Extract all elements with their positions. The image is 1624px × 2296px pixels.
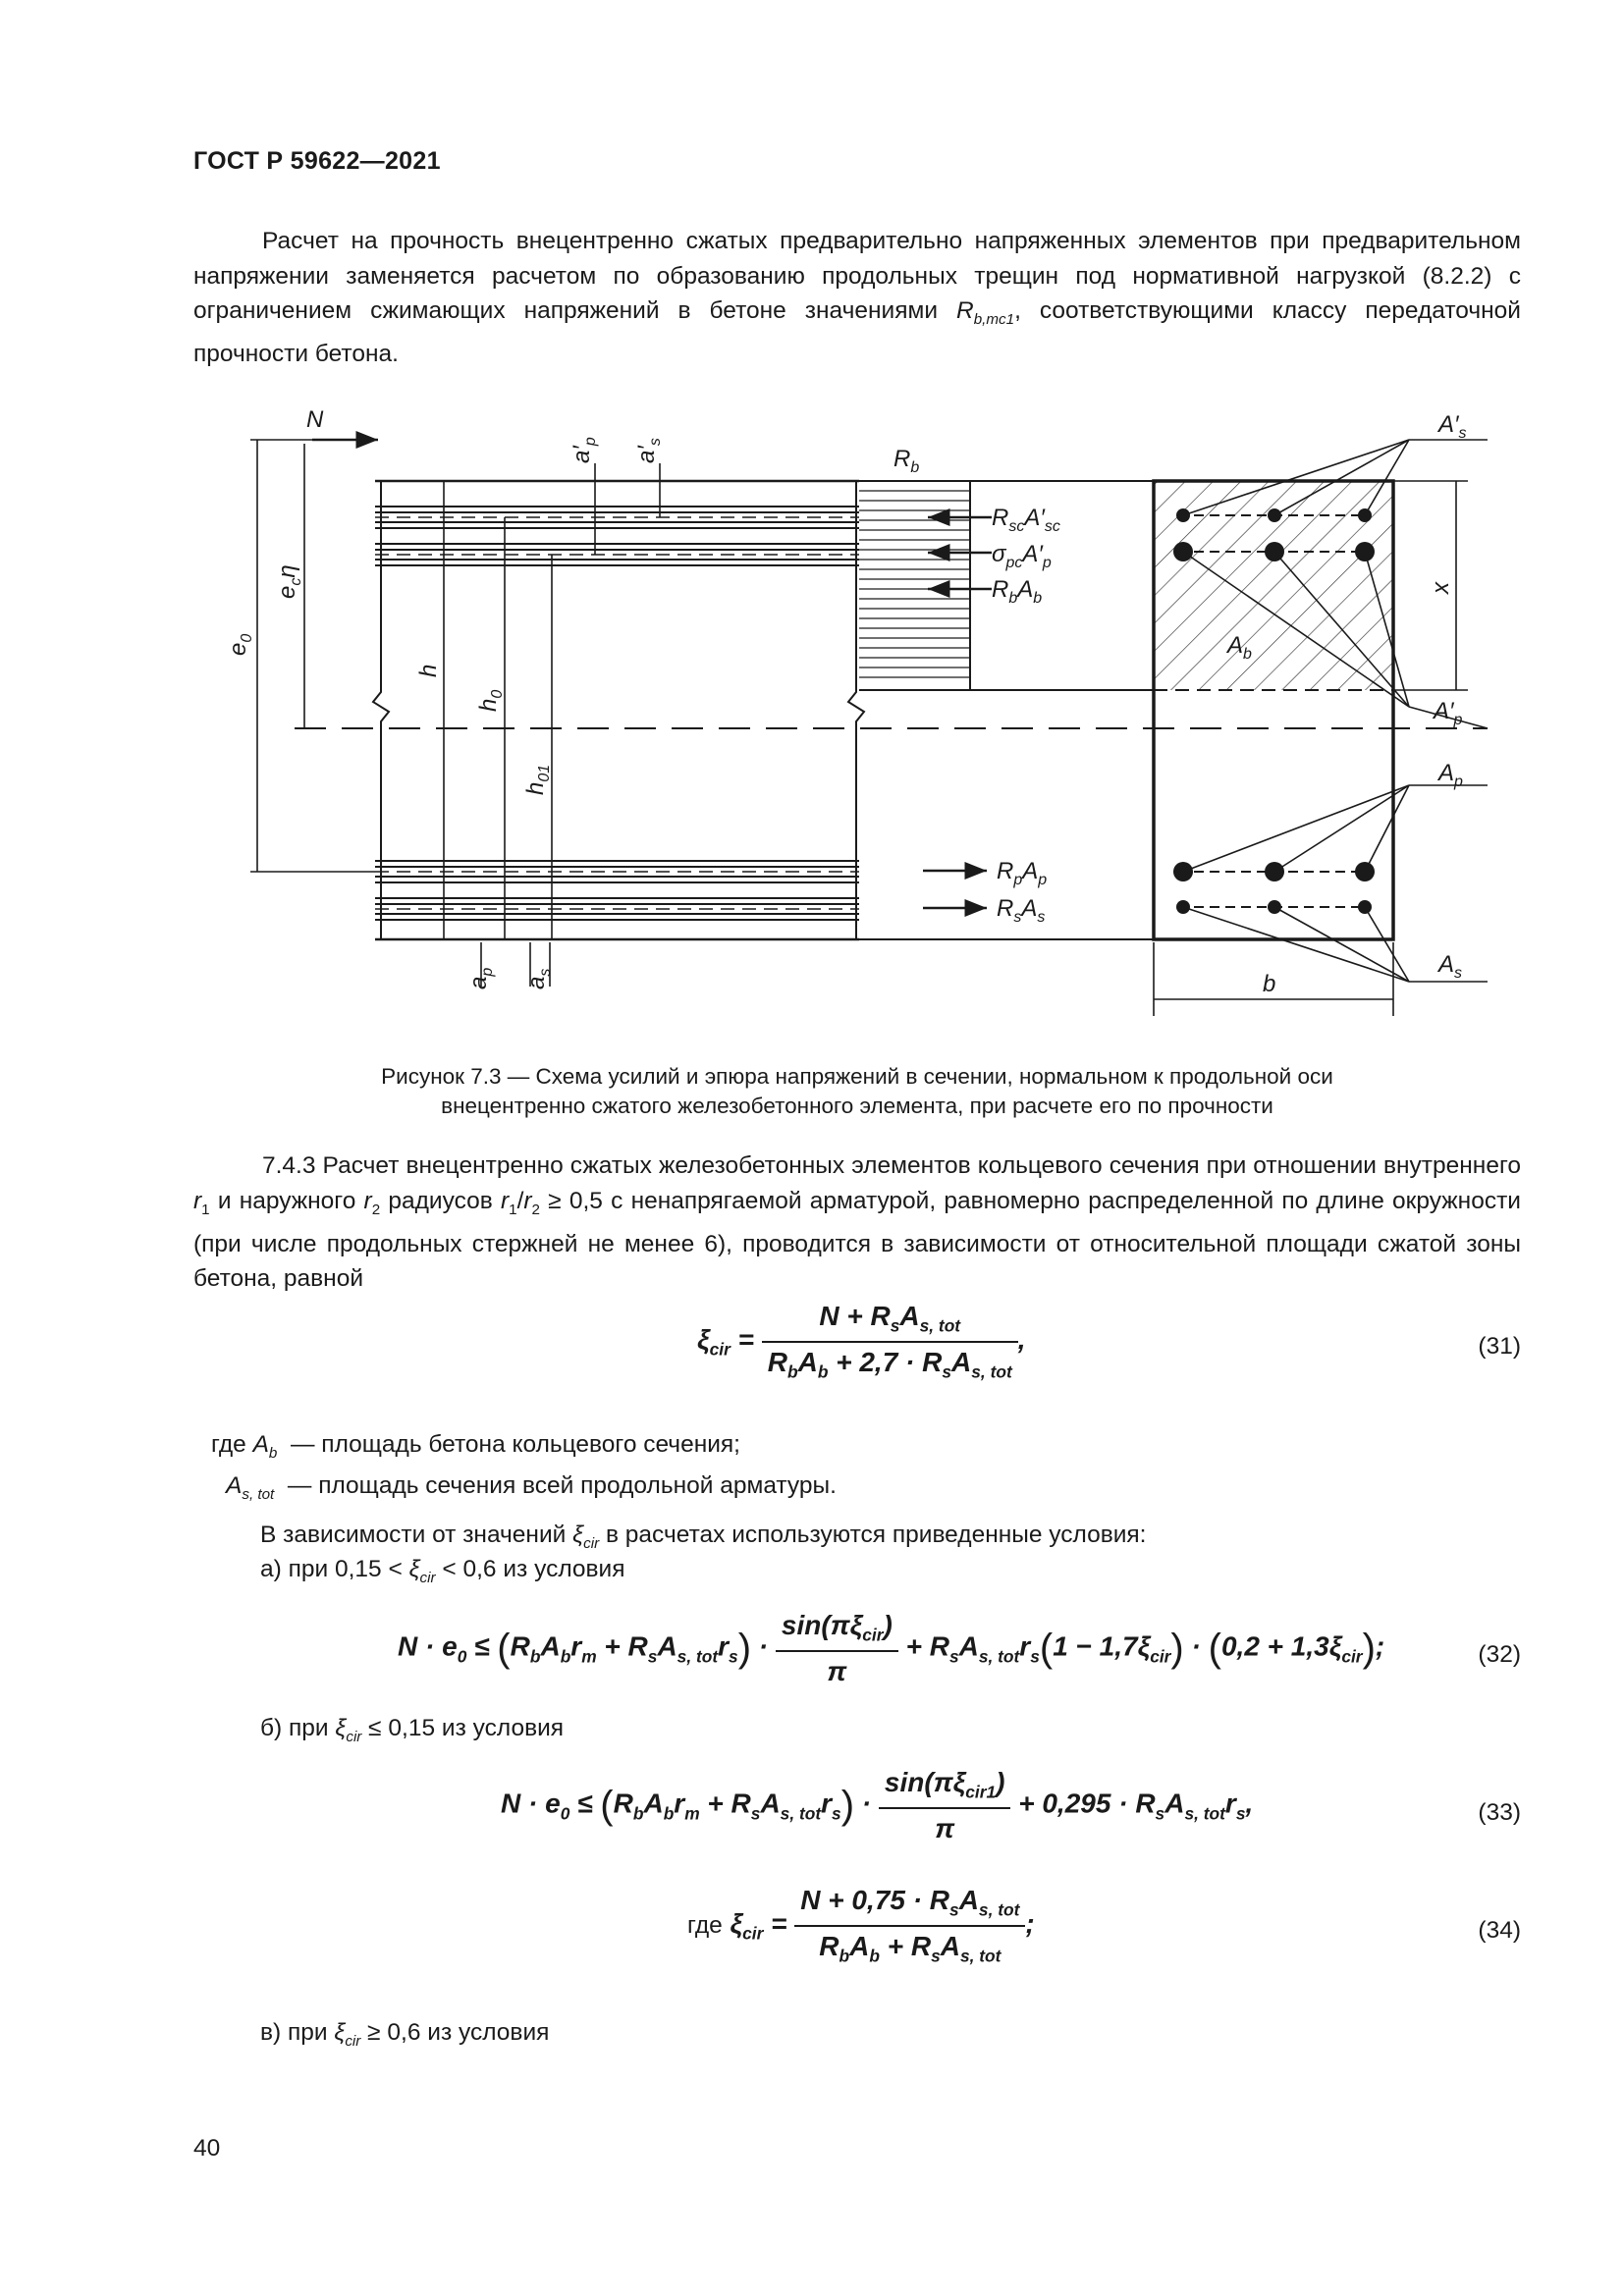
label-as-bottom: $a_s$ [523, 968, 554, 989]
where-As-tot: $A_{s, tot}$ — площадь сечения всей продольной арматуры. [226, 1472, 837, 1503]
label-h01: $h_{01}$ [522, 764, 553, 795]
element-body [373, 481, 864, 939]
equation-31-number: (31) [1478, 1333, 1521, 1360]
page-number: 40 [193, 2135, 221, 2162]
label-sigma-pc: $\sigma_{pc}A'_p$ [992, 541, 1052, 571]
label-RbAb: $R_bA_b$ [992, 576, 1043, 607]
equation-33-number: (33) [1478, 1799, 1521, 1826]
label-As-bottom: $A_s$ [1438, 951, 1463, 982]
conditions-intro: В зависимости от значений $\xi_{cir}$ в расчетах используются приведенные условия: [260, 1522, 1147, 1552]
figure-caption: Рисунок 7.3 — Схема усилий и эпюра напряжений в сечении, нормальном к продольной оси внецентренно сжатого железобетонного элемента, при расчете его по прочности [381, 1064, 1333, 1118]
document-header: ГОСТ Р 59622—2021 [193, 147, 441, 175]
label-Ap: $A_p$ [1438, 760, 1463, 790]
label-As-top: $A'_s$ [1438, 411, 1467, 442]
condition-c: в) при $\xi_{cir} \ge 0,6$ из условия [260, 2019, 550, 2050]
label-ec-eta: $e_c\eta$ [274, 564, 304, 599]
equation-32: $N \cdot e_0 \le (R_bA_br_m + R_sA_{s, tot}r_s)$ · $\frac{\sin(\pi\xi_{cir})}{\pi}$ + $R_sA_{s, tot}r_s(1 - 1,7\xi_{cir}) \cdot (0,2 + 1,3\xi_{cir})$; [398, 1610, 1385, 1686]
condition-b: б) при $\xi_{cir} \le 0,15$ из условия [260, 1715, 565, 1745]
label-RsAs: $R_sA_s$ [997, 895, 1046, 926]
label-as-top: $a'_s$ [633, 438, 664, 463]
equation-33: $N \cdot e_0 \le (R_bA_br_m + R_sA_{s, tot}r_s)$ · $\frac{\sin(\pi\xi_{cir1})}{\pi}$ + $0,295 \cdot R_sA_{s, tot}r_s$, [501, 1767, 1254, 1843]
label-Ab: $A_b$ [1227, 632, 1252, 663]
equation-34: где $\xi_{cir}$ = $\frac{N + 0,75 \cdot R_sA_{s, tot}}{R_bA_b + R_sA_{s, tot}}$ ; [687, 1885, 1035, 1966]
label-h0: $h_0$ [475, 689, 506, 712]
label-N: N [306, 406, 324, 433]
equation-31: $\xi_{cir}$ = $\frac{N + R_sA_{s, tot}}{R_bA_b + 2,7 \cdot R_sA_{s, tot}}$ , [697, 1301, 1026, 1382]
label-e0: $e_0$ [225, 633, 255, 656]
equation-32-number: (32) [1478, 1641, 1521, 1668]
label-Ap-top: $A'_p$ [1434, 698, 1463, 728]
condition-a: а) при $0,15 < \xi_{cir} < 0,6$ из условия [260, 1556, 625, 1586]
label-RpAp: $R_pA_p$ [997, 858, 1048, 888]
label-Rb: $R_b$ [893, 446, 920, 476]
paragraph-7-4-3: 7.4.3 Расчет внецентренно сжатых железобетонных элементов кольцевого сечения при отношении внутреннего $r_1$ и наружного $r_2$ радиусов $r_1/r_2 \ge 0,5$ с ненапрягаемой арматурой, равномерно распределенной по длине окружности (при числе продольных стержней не менее 6), проводится в зависимости от относительной площади сжатой зоны бетона, равной [193, 1152, 1521, 1293]
figure-7-3 [0, 0, 1624, 1041]
label-x: x [1428, 582, 1454, 594]
label-ap-bottom: $a_p$ [465, 967, 496, 989]
label-h: h [415, 664, 442, 677]
label-ap-top: $a'_p$ [568, 437, 599, 463]
label-b: b [1263, 971, 1276, 997]
label-RscAsc: $R_{sc}A'_{sc}$ [992, 505, 1060, 535]
equation-34-number: (34) [1478, 1917, 1521, 1944]
where-Ab: где $A_b$ — площадь бетона кольцевого сечения; [211, 1431, 740, 1462]
paragraph-prestressed: Расчет на прочность внецентренно сжатых предварительно напряженных элементов при предварительном напряжении заменяется расчетом по образованию продольных трещин под нормативной нагрузкой (8.2.2) с ограничением сжимающих напряжений в бетоне значениями $R_{b,mc1}$, соответствующими классу передаточной прочности бетона. [193, 228, 1521, 368]
